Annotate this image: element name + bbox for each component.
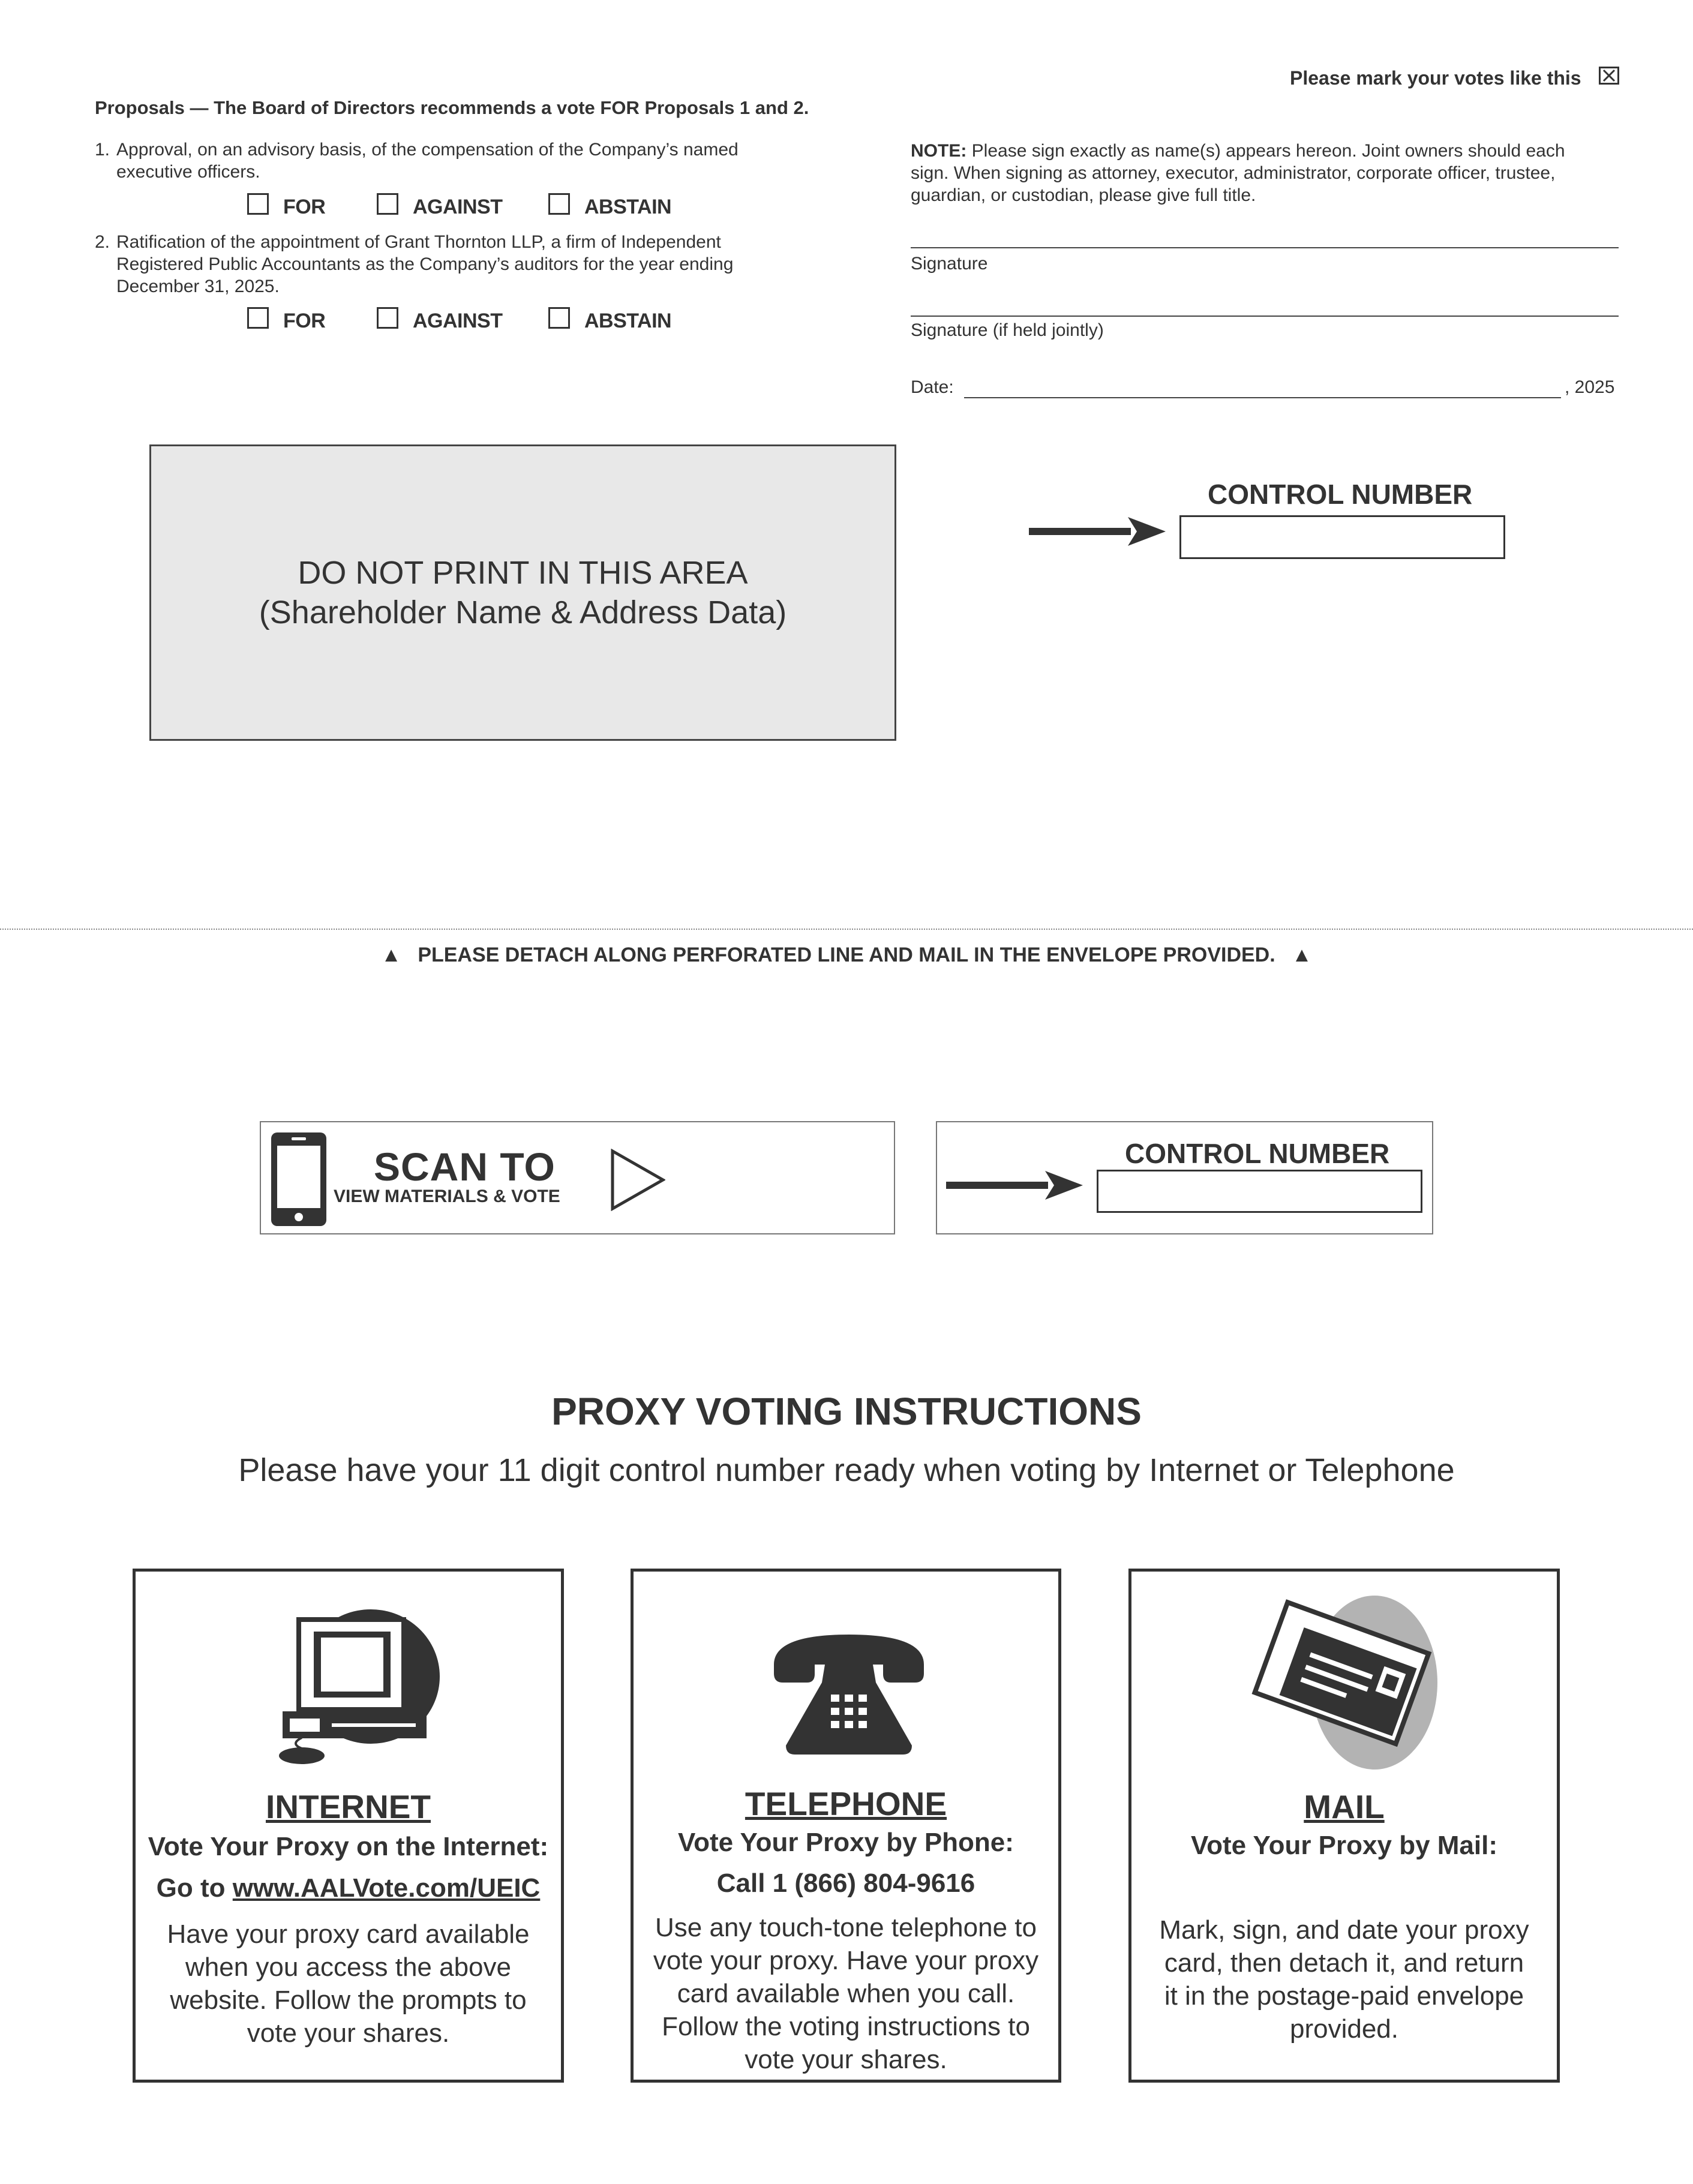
telephone-icon — [768, 1623, 930, 1758]
option-label: AGAINST — [413, 196, 503, 218]
internet-url-line — [136, 1873, 561, 1903]
address-area-line: DO NOT PRINT IN THIS AREA — [298, 555, 748, 591]
option-label: ABSTAIN — [584, 310, 672, 332]
proposal-2 — [95, 231, 812, 298]
control-number-label: CONTROL NUMBER — [1208, 479, 1473, 510]
body-line: website. Follow the prompts to — [170, 1985, 527, 2015]
proposal-1-against-checkbox[interactable] — [377, 193, 398, 215]
date-line[interactable] — [964, 397, 1561, 398]
proposals-heading: Proposals — The Board of Directors recommends a vote FOR Proposals 1 and 2. — [95, 97, 809, 118]
triangle-up-icon: ▲ — [1292, 944, 1312, 966]
proposal-line: executive officers. — [116, 162, 260, 182]
mail-title: MAIL — [1304, 1788, 1385, 1825]
mail-subtitle: Vote Your Proxy by Mail: — [1190, 1831, 1497, 1860]
option-label: FOR — [283, 196, 326, 218]
signing-note — [911, 140, 1631, 206]
joint-signature-label: Signature (if held jointly) — [911, 320, 1104, 340]
instructions-title: PROXY VOTING INSTRUCTIONS — [551, 1390, 1142, 1433]
scan-panel — [260, 1121, 895, 1234]
proposal-2-abstain-checkbox[interactable] — [548, 307, 570, 329]
triangle-up-icon: ▲ — [381, 944, 401, 966]
option-label: AGAINST — [413, 310, 503, 332]
body-line: card, then detach it, and return — [1164, 1948, 1524, 1978]
body-line: Mark, sign, and date your proxy — [1159, 1915, 1529, 1945]
telephone-number[interactable]: Call 1 (866) 804-9616 — [716, 1868, 975, 1898]
body-line: Have your proxy card available — [167, 1919, 530, 1949]
signature-line[interactable] — [911, 247, 1619, 248]
proposal-1-abstain-checkbox[interactable] — [548, 193, 570, 215]
control-number-panel — [936, 1121, 1433, 1234]
body-line: when you access the above — [185, 1952, 512, 1982]
mail-envelope-icon — [1245, 1593, 1443, 1779]
signature-label: Signature — [911, 254, 988, 274]
body-line: provided. — [1289, 2014, 1398, 2044]
body-line: vote your shares. — [247, 2018, 450, 2048]
note-label: NOTE: — [911, 141, 967, 161]
arrow-right-icon — [1029, 516, 1167, 547]
proposal-line: Approval, on an advisory basis, of the compensation of the Company’s named — [116, 140, 739, 160]
body-line: vote your proxy. Have your proxy — [653, 1946, 1039, 1975]
internet-body — [142, 1918, 555, 2050]
url-prefix: Go to — [156, 1873, 233, 1903]
computer-icon — [266, 1605, 446, 1767]
scan-subtitle: VIEW MATERIALS & VOTE — [334, 1186, 560, 1206]
perforated-line — [0, 929, 1693, 930]
arrow-right-icon — [946, 1170, 1084, 1201]
option-label: ABSTAIN — [584, 196, 672, 218]
internet-method-box — [133, 1569, 564, 2083]
address-area-line: (Shareholder Name & Address Data) — [259, 594, 787, 630]
smartphone-icon — [270, 1131, 328, 1227]
play-triangle-icon — [610, 1149, 665, 1211]
mail-method-box — [1128, 1569, 1560, 2083]
mark-example-box — [1599, 67, 1619, 85]
proposal-number: 1. — [95, 140, 110, 160]
proposal-2-against-checkbox[interactable] — [377, 307, 398, 329]
proposal-1 — [95, 139, 812, 183]
telephone-body — [640, 1911, 1052, 2076]
body-line: Follow the voting instructions to — [662, 2012, 1030, 2041]
note-line: sign. When signing as attorney, executor, administrator, corporate officer, trustee, — [911, 163, 1556, 183]
body-line: it in the postage-paid envelope — [1164, 1981, 1524, 2011]
note-line: guardian, or custodian, please give full title. — [911, 185, 1256, 205]
mail-body — [1137, 1913, 1551, 2045]
control-number-label: CONTROL NUMBER — [1125, 1138, 1390, 1169]
body-line: vote your shares. — [745, 2045, 947, 2074]
detach-text: PLEASE DETACH ALONG PERFORATED LINE AND MAIL IN THE ENVELOPE PROVIDED. — [418, 944, 1275, 966]
shareholder-address-area — [149, 444, 896, 741]
body-line: card available when you call. — [677, 1979, 1015, 2008]
internet-title: INTERNET — [266, 1788, 431, 1825]
proposal-2-for-checkbox[interactable] — [247, 307, 269, 329]
internet-subtitle: Vote Your Proxy on the Internet: — [148, 1832, 549, 1861]
instructions-subtitle: Please have your 11 digit control number ready when voting by Internet or Telephone — [238, 1452, 1455, 1488]
scan-title: SCAN TO — [374, 1144, 556, 1189]
proposal-line: Ratification of the appointment of Grant Thornton LLP, a firm of Independent — [116, 232, 721, 252]
joint-signature-line[interactable] — [911, 316, 1619, 317]
detach-instruction — [0, 944, 1693, 967]
x-mark-icon — [1601, 68, 1617, 83]
voting-website-link[interactable]: www.AALVote.com/UEIC — [232, 1873, 541, 1903]
mark-instruction: Please mark your votes like this — [1290, 67, 1581, 89]
telephone-method-box — [631, 1569, 1061, 2083]
proposal-number: 2. — [95, 232, 110, 252]
proposal-1-for-checkbox[interactable] — [247, 193, 269, 215]
telephone-subtitle: Vote Your Proxy by Phone: — [678, 1828, 1014, 1857]
proposal-line: Registered Public Accountants as the Company’s auditors for the year ending — [116, 254, 734, 274]
body-line: Use any touch-tone telephone to — [655, 1913, 1037, 1942]
note-line: Please sign exactly as name(s) appears hereon. Joint owners should each — [966, 141, 1565, 161]
proposal-line: December 31, 2025. — [116, 277, 280, 296]
date-year: , 2025 — [1565, 377, 1615, 397]
date-label: Date: — [911, 377, 954, 397]
telephone-title: TELEPHONE — [745, 1785, 947, 1822]
option-label: FOR — [283, 310, 326, 332]
control-number-box — [1179, 515, 1505, 559]
control-number-box — [1097, 1170, 1422, 1213]
